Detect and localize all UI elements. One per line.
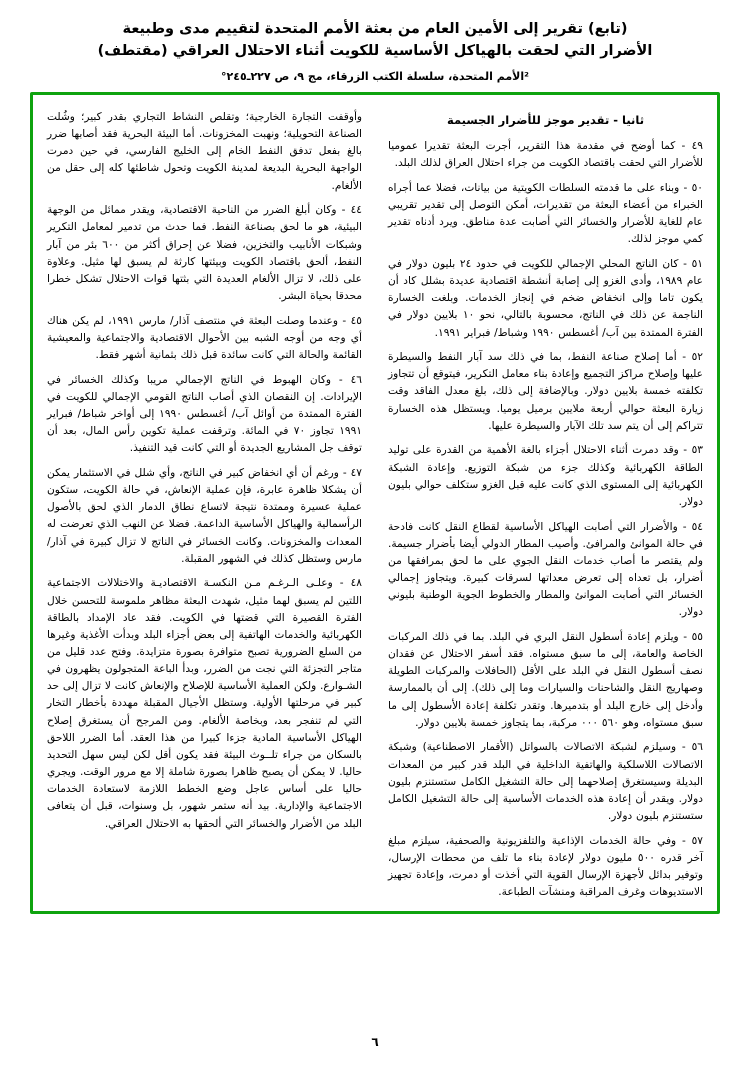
- paragraph: ٥٦ - وسيلزم لشبكة الاتصالات بالسواتل (الأقمار الاصطناعية) وشبكة الاتصالات اللاسلكية والهاتفية الداخلية في البلد قدر كبير من المعدات البديلة وسيستغرق إصلاحهما إلى حالة التشغيل الكامل ستستنزم بليون دولار. ويقدر أن إعادة هذه الخدمات الأساسية إلى حالة التشغيل الكامل ستستنزم بليون دولار.: [388, 741, 703, 823]
- paragraph: وأوقفت التجارة الخارجية؛ وتقلص النشاط التجاري بقدر كبير؛ وشُلت الصناعة التحويلية؛ ونهبت المخزونات. أما البيئة البحرية فقد أصابها ضرر بالغ بفعل تدفق النفط الخام إلى الخليج الفارسي، في حين دمرت الواجهة البحرية البديعة لمدينة الكويت وتحول شاطئها كله إلى حقل من الألغام.: [47, 110, 362, 192]
- column-left: [47, 109, 375, 901]
- content-frame: [30, 92, 720, 914]
- paragraph: ٤٧ - ورغم أن أي انخفاض كبير في الناتج، وأي شلل في الاستثمار يمكن أن يشكلا ظاهرة عابرة، فإن عملية الإنعاش، في حالة الكويت، ستكون عملية عسيرة وممتدة نتيجة لاتساع نطاق الدمار الذي لحق بالأصول الرأسمالية والهياكل الأساسية الداعمة. فضلا عن النهب الذي تعرضت له المعدات والمخزونات. وكانت الخسائر في الناتج لا تزال كبيرة في آذار/ مارس وستظل كذلك في الشهور المقبلة.: [47, 466, 362, 565]
- column-right: [375, 109, 703, 901]
- paragraph: ٤٦ - وكان الهبوط في الناتج الإجمالي مريبا وكذلك الخسائر في الإيرادات. إن النقصان الذي أصاب الناتج القومي الإجمالي للكويت في الفترة الممتدة من أوائل آب/ أغسطس ١٩٩٠ إلى أواخر شباط/ فبراير ١٩٩١ تجاوز ٧٠ في المائة. وترقفت عملية تكوين رأس المال، بعد أن توقف جل المشاريع الجديدة أو التي كانت قيد التنفيذ.: [47, 373, 362, 455]
- section-heading: ثانيا - تقدير موجز للأضرار الجسيمة: [446, 112, 645, 127]
- paragraph: ٤٤ - وكان أبلغ الضرر من الناحية الاقتصادية، ويقدر ممائل من الوجهة البيئية، هو ما لحق بصناعة النفط. فما حدث من تدمير لمعامل التكرير وشبكات الأنابيب والتخزين، فضلا عن إحراق أكثر من ٦٠٠ بئر من آبار النفط، ألحق باقتصاد الكويت وبيئتها كارثة لم يسبق لها مثيل. وعلاوة على ذلك، لا تزال الألغام العديدة التي بثتها قوات الاحتلال تشكل خطرا محدقا بحياة البشر.: [47, 204, 362, 302]
- document-source-citation: ²الأمم المتحدة، سلسلة الكتب الزرقاء، مج ٩، ص ٢٢٧ـ٢٤٥°: [221, 69, 529, 83]
- paragraph: ٥٥ - ويلزم إعادة أسطول النقل البري في البلد. بما في ذلك المركبات الخاصة والعامة، إلى ما سبق مستواه. فقد أسفر الاحتلال عن فقدان نصف أسطول النقل في البلد على الأقل (الحافلات والمركبات الطويلة وصهاريج النقل والشاحنات والسيارات وما إلى ذلك). إلى أن بالممارسة وأدخل إلى خارج البلد أو بتدميرها. وتقدر تكلفة إعادة الأسطول إلى ما سبق مستواه، وهو ٥٦٠ ٠٠٠ مركبة، بما يتجاوز خمسة بلايين دولار.: [388, 631, 703, 729]
- paragraph: ٥١ - كان الناتج المحلي الإجمالي للكويت في حدود ٢٤ بليون دولار في عام ١٩٨٩، وأدى الغزو إلى إصابة أنشطة اقتصادية عديدة بشلل كاد أن يكون تاما وإلى انخفاض ضخم في إنجاز الخدمات. وبلغت الخسارة الناجمة عن ذلك في الناتج، محسوبة بالتالي، نحو ١٠ بلايين دولار في الفترة الممتدة بين آب/ أغسطس ١٩٩٠ وشباط/ فبراير ١٩٩١.: [388, 257, 703, 339]
- paragraph: ٥٧ - وفي حالة الخدمات الإذاعية والتلفزيونية والصحفية، سيلزم مبلغ آخر قدره ٥٠٠ مليون دولار لإعادة بناء ما تلف من محطات الإرسال، وتوفير بدائل لأجهزة الإرسال القوية التي أخذت أو دمرت، وإعادة تجهيز الاستديوهات وغرف المراقبة ومنشآت الطباعة.: [388, 834, 703, 899]
- document-title-line-1: (تابع) تقرير إلى الأمين العام من بعثة الأمم المتحدة لتقييم مدى وطبيعة: [122, 21, 628, 37]
- document-title-line-2: الأضرار التي لحقت بالهياكل الأساسية للكويت أثناء الاحتلال العراقي (مقتطف): [97, 43, 653, 60]
- page-number: ٦: [371, 1035, 379, 1049]
- paragraph: ٤٩ - كما أوضح في مقدمة هذا التقرير، أجرت البعثة تقديرا عموميا للأضرار التي لحقت باقتصاد الكويت من جراء احتلال العراق لذلك البلد.: [388, 139, 703, 170]
- page-header: [30, 18, 720, 83]
- paragraph: ٥٠ - وبناء على ما قدمته السلطات الكويتية من بيانات، فضلا عما أجراه الخبراء من أعضاء البعثة من تقديرات، أمكن التوصل إلى تقدير تقريبي عام للغاية للأضرار والخسائر التي أصابت عدة مناطق. ويرد أدناه تقدير كمي موجز لذلك.: [388, 181, 703, 246]
- paragraph: ٤٨ - وعلـى الـرغـم مـن النكسـة الاقتصاديـة والاختلالات الاجتماعية اللتين لم يسبق لهما مثيل، شهدت البعثة مظاهر ملموسة للتحسن خلال الفترة القصيرة التي قضتها في الكويت. فقد عاد الإمداد بالطاقة الكهربائية والخدمات الهاتفية إلى بعض أجزاء البلد وبدأت الأغذية وغيرها من السلع الضرورية تصبح متوافرة بصورة متزايدة. وفتح عدد قليل من متاجر التجزئة التي نجت من الضرر، وبدأ الباعة المتجولون يظهرون في الشـوارع. ولكن العملية الأساسية للإصلاح والإنعاش كانت لا تزال إلى حد كبير في مرحلتها الأولية. وستظل الأجيال المقبلة مهددة بأخطار التخار التي لم تنفجر بعد، وبخاصة الألغام. ومن المرجح أن يستغرق إصلاح الهياكل الأساسية المادية جزءا كبيرا من هذا العقد. أما الضرر اللاحق بالسكان من جراء تلــوث البيئة فقد يكون أقل لكن ليس سهل التحديد حاليا. لا يمكن أن يصبح ظاهرا بصورة شاملة إلا مع مرور الوقت. ويجري حاليا على أساس عاجل وضع الخطط اللازمة لاستعادة الخدمات الاجتماعية والإدارية. بيد أنه ستمر شهور، بل وسنوات، قبل أن يتعافى البلد من الأضرار والخسائر التي ألحقها به الاحتلال العراقي.: [47, 577, 362, 830]
- paragraph: ٥٤ - والأضرار التي أصابت الهياكل الأساسية لقطاع النقل كانت فادحة في حالة الموانئ والمرافئ. وأصيب المطار الدولي أيضا بأضرار جسيمة. ولم يقتصر ما أصاب خدمات النقل الجوي على ما لحق بمرافقها من أضرار، بل تعداه إلى تعرض معداتها لسرقات كبيرة. ويتجاوز إجمالي الخسائر التي أصابت الموانئ والمطار والخطوط الجوية الوطنية بليوني دولار.: [388, 520, 703, 619]
- paragraph: ٥٢ - أما إصلاح صناعة النفط، بما في ذلك سد آبار النفط والسيطرة عليها وإصلاح مراكز التجميع وإعادة بناء معامل التكرير، فيتوقع أن تتجاوز تكلفته خمسة بلايين دولار. وبالإضافة إلى ذلك، بلغ معدل الفاقد وقت زيارة البعثة حوالي أربعة ملايين برميل يوميا. ويستظل هذه الخسارة تتراكم إلى أن يتم سد تلك الآبار والسيطرة عليها.: [388, 351, 703, 432]
- paragraph: ٤٥ - وعندما وصلت البعثة في منتصف آذار/ مارس ١٩٩١، لم يكن هناك أي وجه من أوجه الشبه بين الأحوال الاقتصادية والاجتماعية والمعيشية القائمة والحالة التي كانت سائدة قبل ذلك بثمانية أشهر فقط.: [47, 314, 362, 361]
- paragraph: ٥٣ - وقد دمرت أثناء الاحتلال أجزاء بالغة الأهمية من القدرة على توليد الطاقة الكهربائية وكذلك جزء من شبكة التوزيع. وإعادة الشبكة الكهربائية إلى المستوى الذي كانت عليه قبل الغزو ستكلف حوالي بليون دولار.: [388, 444, 703, 508]
